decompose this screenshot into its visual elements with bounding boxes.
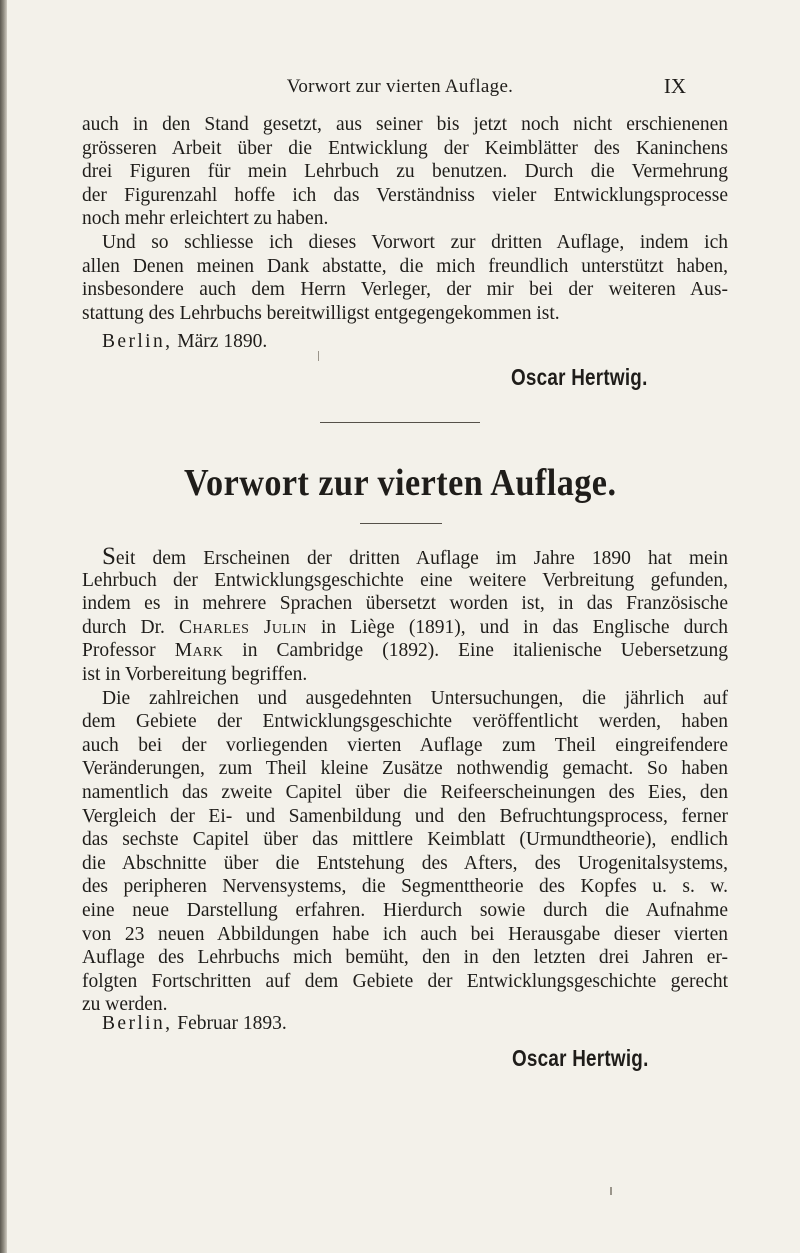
text-line: Professor Mark in Cambridge (1892). Eine italienische Uebersetzung bbox=[82, 640, 728, 662]
running-head bbox=[0, 72, 800, 102]
fourth-preface-dateline bbox=[102, 1013, 287, 1035]
section-heading: Vorwort zur vierten Auflage. bbox=[183, 462, 617, 504]
text-line: zu werden. bbox=[82, 994, 168, 1016]
previous-preface-signature: Oscar Hertwig. bbox=[511, 364, 648, 390]
previous-preface-dateline bbox=[102, 331, 267, 353]
text-line: auch bei der vorliegenden vierten Auflage zum Theil eingreifendere bbox=[82, 734, 728, 756]
text-line: Vergleich der Ei- und Samenbildung und den Befruchtungsprocess, ferner bbox=[82, 805, 728, 827]
section-divider bbox=[320, 422, 480, 423]
person-name: Mark bbox=[174, 640, 224, 662]
text-line: der Figurenzahl hoffe ich das Verständniss vieler Entwicklungsprocesse bbox=[82, 184, 728, 206]
date: März 1890. bbox=[177, 331, 268, 352]
place: Berlin, bbox=[102, 331, 173, 352]
running-head-title: Vorwort zur vierten Auflage. bbox=[286, 76, 514, 97]
text-line: grösseren Arbeit über die Entwicklung der Keimblätter des Kaninchens bbox=[82, 137, 728, 159]
page-number: IX bbox=[663, 74, 686, 98]
fourth-preface-signature: Oscar Hertwig. bbox=[512, 1045, 649, 1071]
text-line: indem es in mehrere Sprachen übersetzt worden ist, in das Französische bbox=[82, 593, 728, 615]
person-name: Charles Julin bbox=[179, 616, 307, 638]
text-line: dem Gebiete der Entwicklungsgeschichte veröffentlicht werden, haben bbox=[82, 711, 728, 733]
previous-preface-text bbox=[82, 113, 728, 325]
date: Februar 1893. bbox=[177, 1013, 287, 1034]
fourth-preface-text bbox=[82, 545, 728, 1017]
text-line: die Abschnitte über die Entstehung des Afters, des Urogenitalsystems, bbox=[82, 852, 728, 874]
text-line: allen Denen meinen Dank abstatte, die mich freundlich unterstützt haben, bbox=[82, 255, 728, 277]
book-spine-shadow bbox=[0, 0, 7, 1253]
text-line: das sechste Capitel über das mittlere Keimblatt (Urmundtheorie), endlich bbox=[82, 829, 728, 851]
text-line: Veränderungen, zum Theil kleine Zusätze nothwendig gemacht. So haben bbox=[82, 758, 728, 780]
text-line: des peripheren Nervensystems, die Segmenttheorie des Kopfes u. s. w. bbox=[82, 876, 728, 898]
text-line: drei Figuren für mein Lehrbuch zu benutzen. Durch die Vermehrung bbox=[82, 161, 728, 183]
place: Berlin, bbox=[102, 1013, 173, 1034]
text-line: durch Dr. Charles Julin in Liège (1891), und in das Englische durch bbox=[82, 616, 729, 638]
text-line: Seit dem Erscheinen der dritten Auflage im Jahre 1890 hat mein bbox=[102, 543, 728, 570]
heading-underline bbox=[360, 523, 442, 524]
text-line: auch in den Stand gesetzt, aus seiner bis jetzt noch nicht erschienenen bbox=[82, 114, 728, 135]
text-line: noch mehr erleichtert zu haben. bbox=[82, 208, 329, 230]
text-line: ist in Vorbereitung begriffen. bbox=[82, 663, 308, 685]
text-line: Lehrbuch der Entwicklungsgeschichte eine weitere Verbreitung gefunden, bbox=[82, 569, 728, 591]
paper-speck bbox=[610, 1187, 612, 1195]
text-line: namentlich das zweite Capitel über die Reifeerscheinungen des Eies, den bbox=[82, 781, 728, 803]
text-line: insbesondere auch dem Herrn Verleger, der mir bei der weiteren Aus- bbox=[82, 279, 728, 301]
paper-speck bbox=[318, 351, 319, 361]
text-line: Die zahlreichen und ausgedehnten Untersuchungen, die jährlich auf bbox=[102, 687, 728, 709]
initial-letter: S bbox=[102, 543, 116, 570]
text-line: Auflage des Lehrbuchs mich bemüht, den in den letzten drei Jahren er- bbox=[82, 947, 728, 969]
text-line: stattung des Lehrbuchs bereitwilligst entgegengekommen ist. bbox=[82, 302, 560, 324]
text-line: von 23 neuen Abbildungen habe ich auch bei Herausgabe dieser vierten bbox=[82, 923, 728, 945]
text-line: folgten Fortschritten auf dem Gebiete der Entwicklungsgeschichte gerecht bbox=[82, 970, 728, 992]
text-line: eine neue Darstellung erfahren. Hierdurch sowie durch die Aufnahme bbox=[82, 899, 728, 921]
text-line: Und so schliesse ich dieses Vorwort zur dritten Auflage, indem ich bbox=[102, 231, 728, 253]
